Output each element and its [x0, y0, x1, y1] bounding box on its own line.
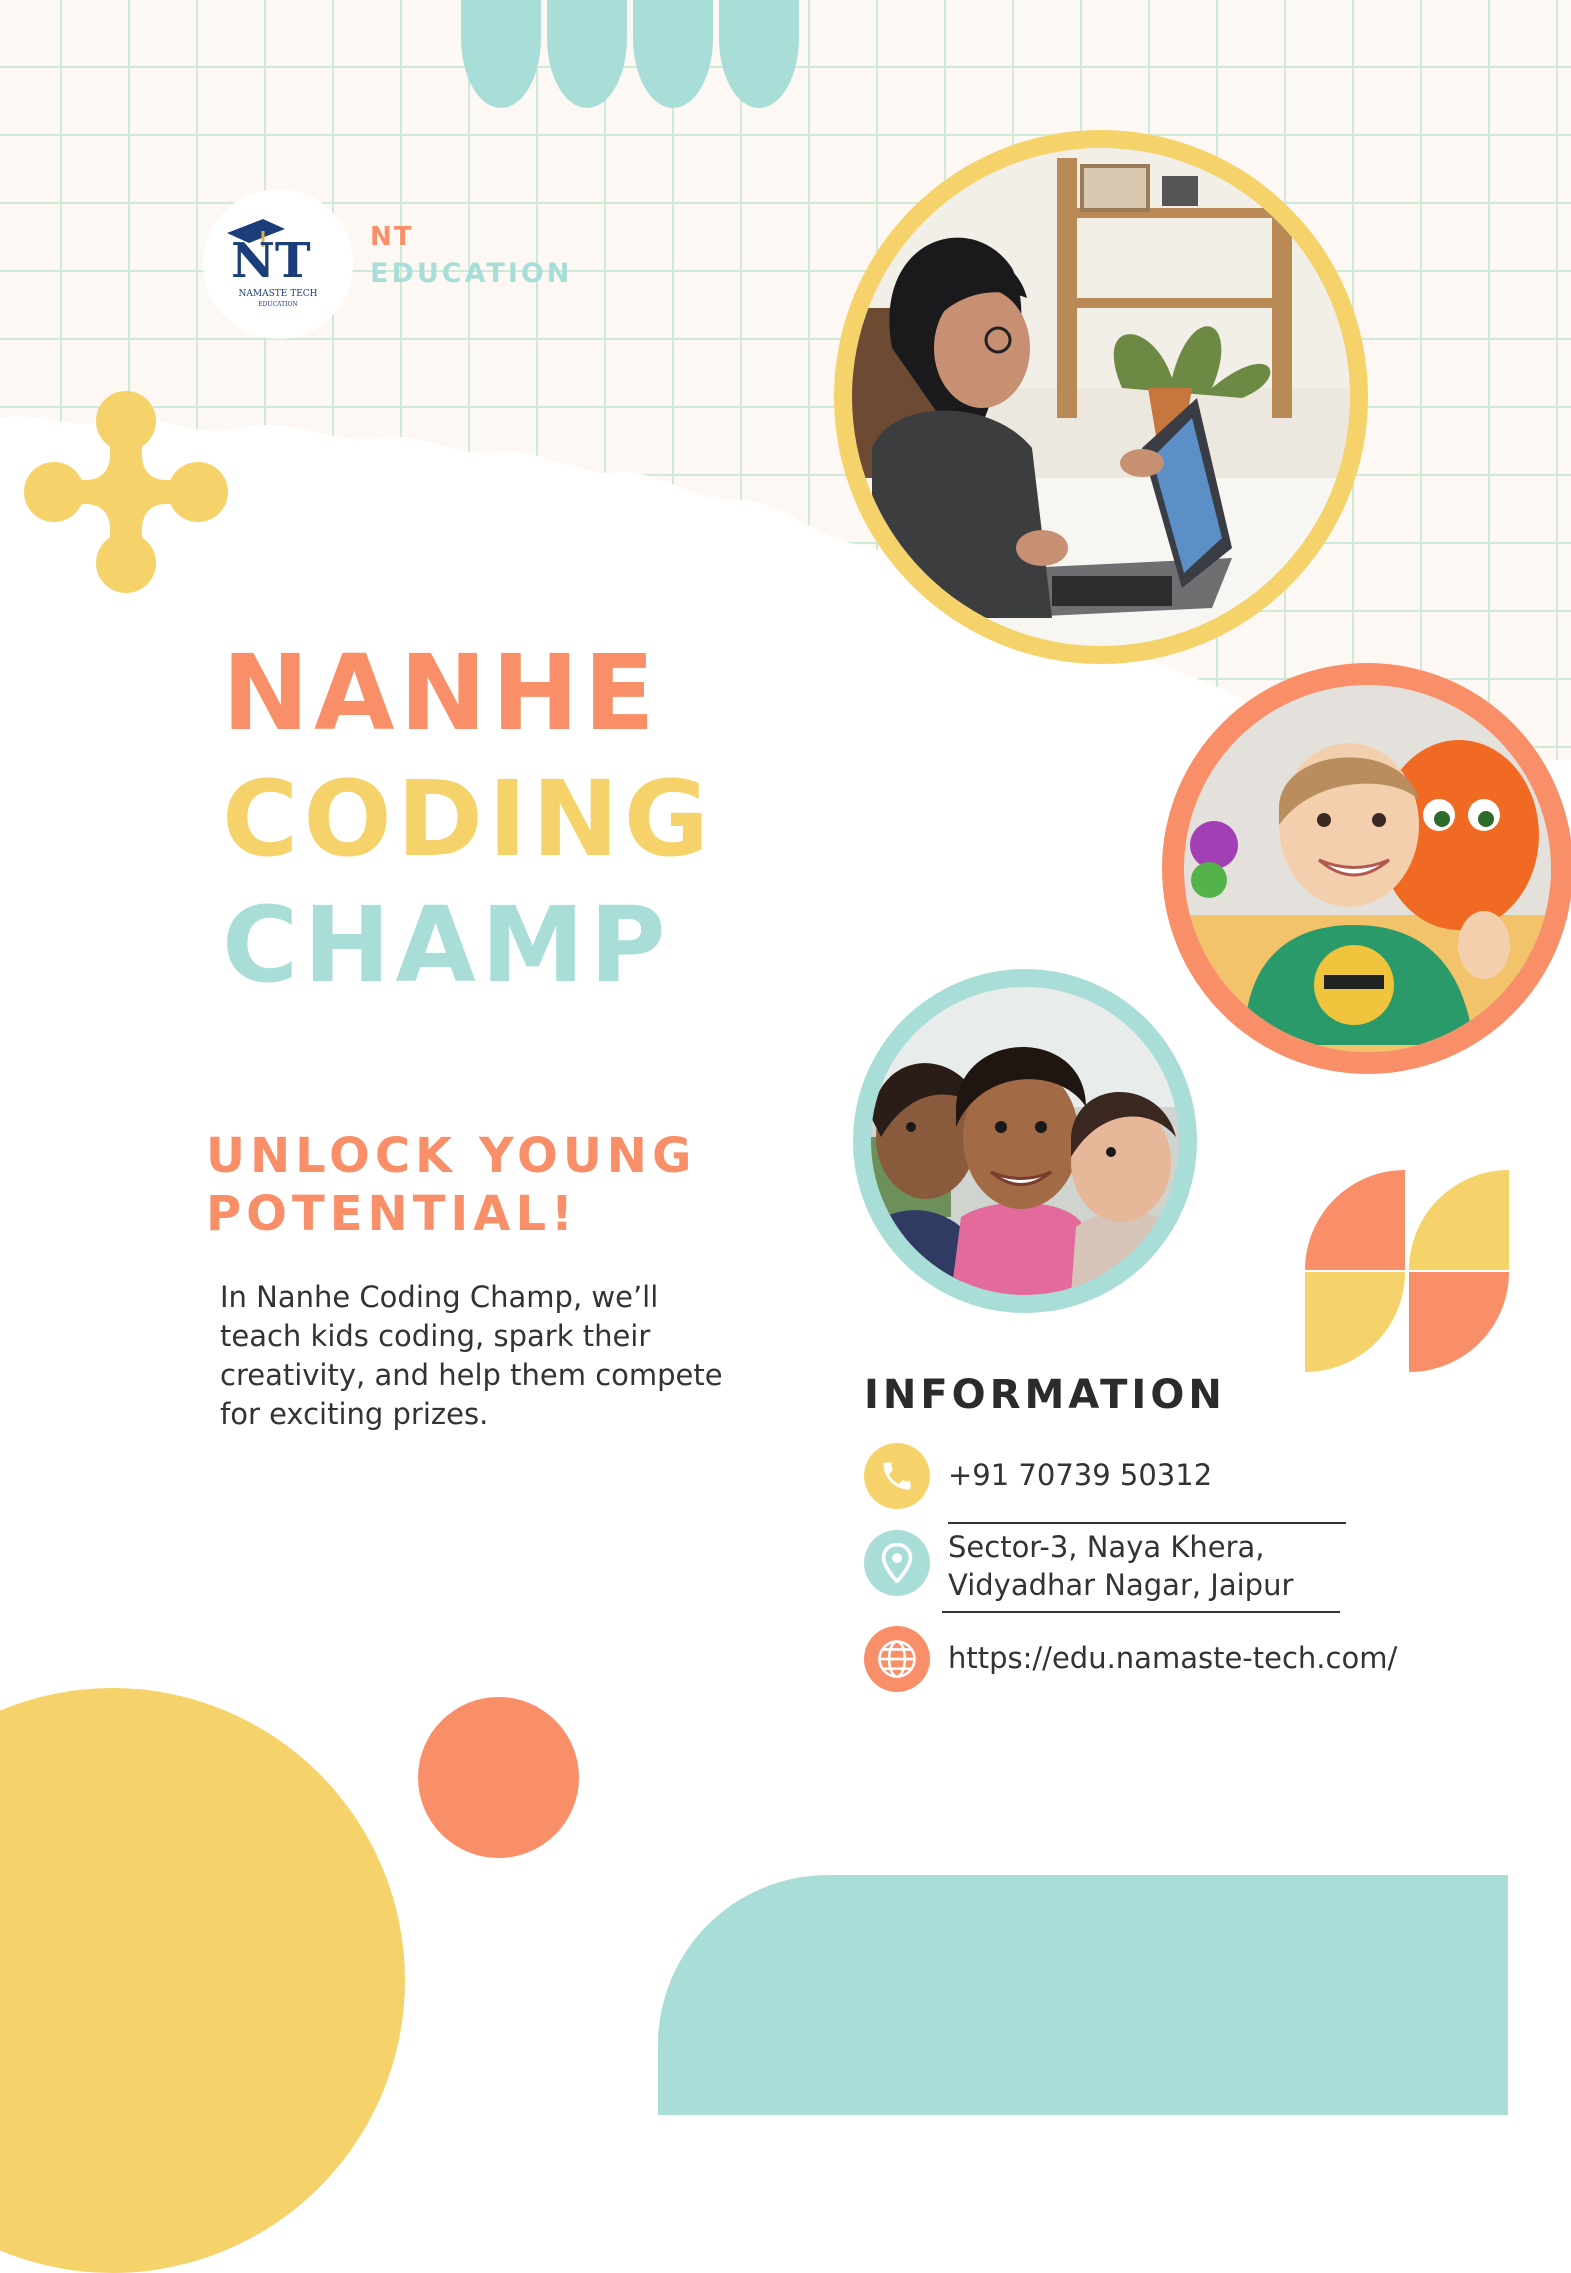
child-with-laptop-photo [852, 148, 1350, 646]
tagline-line-2: POTENTIAL! [206, 1186, 578, 1242]
address-line-1: Sector-3, Naya Khera, [948, 1530, 1265, 1564]
divider [948, 1522, 1346, 1524]
brand-name: NT [370, 222, 414, 252]
yellow-molecule-decoration [18, 385, 238, 605]
tagline-line-1: UNLOCK YOUNG [206, 1128, 697, 1184]
address-line-2: Vidyadhar Nagar, Jaipur [948, 1568, 1294, 1602]
title-line-3: CHAMP [222, 884, 671, 1006]
description-text: In Nanhe Coding Champ, we’ll teach kids coding, spark their creativity, and help them compete for exciting prizes. [220, 1280, 723, 1431]
phone-number[interactable]: +91 70739 50312 [948, 1458, 1213, 1492]
photo-frame-yellow [834, 130, 1368, 664]
mint-arches-decoration [455, 0, 835, 115]
title-line-1: NANHE [222, 632, 660, 754]
quote-shapes-decoration [1305, 1170, 1510, 1375]
logo-initials: NT [231, 233, 311, 289]
divider [942, 1611, 1340, 1613]
photo-frame-coral [1162, 663, 1571, 1074]
smiling-toddler-photo [1184, 685, 1551, 1052]
location-pin-icon [864, 1530, 930, 1596]
title-line-2: CODING [222, 758, 715, 880]
phone-icon [864, 1443, 930, 1509]
logo-badge [203, 189, 353, 339]
photo-frame-mint [853, 969, 1197, 1313]
globe-icon [864, 1626, 930, 1692]
mint-shape-decoration [658, 1875, 1508, 2115]
logo-caption: NAMASTE TECH [238, 289, 318, 299]
logo-caption-sub: EDUCATION [258, 301, 298, 308]
coral-circle-decoration [418, 1697, 579, 1858]
website-link[interactable]: https://edu.namaste-tech.com/ [948, 1641, 1398, 1675]
three-smiling-girls-photo [871, 987, 1179, 1295]
info-heading: INFORMATION [864, 1372, 1226, 1418]
brand-subtitle: EDUCATION [370, 258, 573, 289]
